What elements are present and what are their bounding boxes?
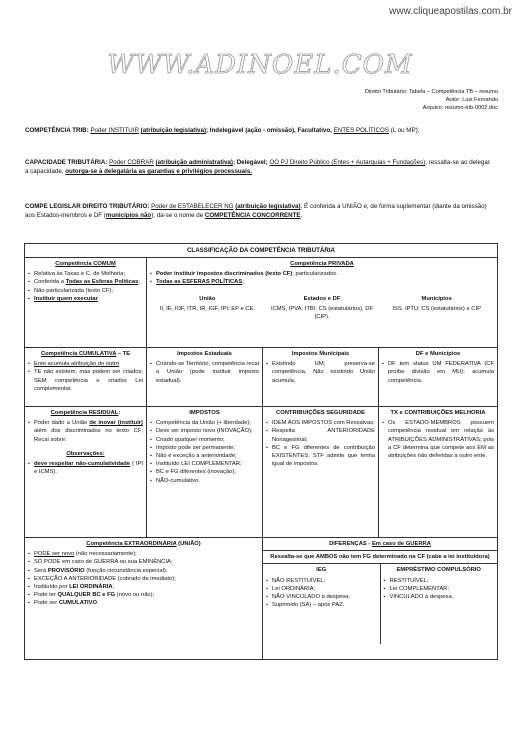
cell-diferencas: [263, 538, 497, 659]
text: além dos discriminados no texto CF; Recai sobre:: [34, 428, 143, 443]
paragraph-competencia: [25, 126, 495, 135]
cell-residual: [25, 407, 147, 537]
cell-cumulativa: [25, 348, 147, 406]
text: ;: [112, 584, 115, 591]
meta-line: Direito Tributário: Tabela – Competência TB – resumo: [364, 89, 498, 95]
text: Todas as ESFERAS POLÍTICAS: [156, 279, 243, 286]
text: (atribuição legislativa): [140, 127, 207, 134]
text: Todas as Esferas Políticas: [65, 279, 139, 286]
list-item: [150, 270, 494, 278]
text: ;: [242, 279, 244, 286]
list-item: ▪ Os ESTADO-MEMBROS possuem competência residual em relação às ATRIBUIÇÕES ADMINISTRATIVAS; pois a CF determina que compete aos EM as atribuições não deferidas a outro ente.: [382, 419, 494, 460]
text: Poder instituir impostos discriminados (texto CF): [156, 271, 293, 278]
list-item: ▪ Lei ORDINÁRIA;: [266, 585, 377, 593]
meta-line: Autor: Luis Fernando: [445, 97, 498, 103]
list-item: ▪ Imposto pode ser permanente;: [150, 444, 259, 452]
list-item: ▪ EXCEÇÃO A ANTERIORIDADE (cobrado de imediato);: [28, 575, 259, 583]
cell-taxas: [379, 407, 497, 537]
text: ;: [138, 279, 140, 286]
col-uniao: [150, 295, 265, 322]
cell-header: TX e CONTRIBUIÇÕES MELHORIA: [390, 410, 486, 416]
list-item: [150, 278, 494, 286]
text: (não necessariamente);: [74, 551, 137, 558]
list-item: ▪ DF tem status UM FEDERATIVA (CF proíbe divisão em MU); acumula competência.: [382, 360, 494, 385]
col-municipios: [379, 295, 494, 322]
list-item: [28, 583, 259, 591]
cell-header: [28, 540, 259, 548]
list-item: [28, 295, 143, 303]
text: (atribuição legislativa): [235, 203, 301, 210]
paragraph-capacidade: [25, 158, 495, 176]
list-item: ▪ Ente acumula atribuição do outro: [28, 360, 143, 368]
list-item: ▪ IDEM AOS IMPOSTOS com Ressalvas:: [266, 419, 375, 427]
cell-privada: [147, 258, 497, 347]
table-row: [25, 348, 497, 407]
cell-comum: [25, 258, 147, 347]
list-item: ▪ VINCULADO à despesa.: [384, 593, 495, 601]
text: PROVISÓRIO: [47, 567, 85, 574]
table-title: CLASSIFICAÇÃO DA COMPETÊNCIA TRIBUTÁRIA: [25, 244, 497, 258]
table-row: [25, 407, 497, 538]
list-item: ▪ SÓ PODE em caso de GUERRA ou sua EMINÊNCIA;: [28, 558, 259, 566]
cell-impostos-estaduais: [147, 348, 263, 406]
term: CAPACIDADE TRIBUTÁRIA:: [25, 159, 108, 166]
text: LEI ORDINÁRIA: [69, 584, 113, 591]
list-item: ▪ NÃO RESTITUÍVEL;: [266, 577, 377, 585]
text: ; Delegável;: [232, 159, 268, 166]
text: II, IE, IOF, ITR, IR, IGF, IPI; EP e CE.: [159, 305, 255, 312]
text: Em caso de GUERRA: [371, 541, 431, 547]
text: DIFERENÇAS -: [329, 541, 372, 547]
observacoes-label: Observações:: [66, 450, 105, 457]
list-item: ▪ Criado qualquer momento;: [150, 436, 259, 444]
text: Instituir quem executar: [34, 295, 98, 302]
list-item: ▪ Criando-se Território; competência recai a União (pode instituir imposto estadual).: [150, 360, 259, 385]
text: QUALQUER BC e FG: [57, 592, 116, 599]
cell-header: [263, 538, 497, 551]
text: CUMULATIVO: [58, 600, 98, 607]
cell-header: CONTRIBUIÇÕES SEGURIDADE: [276, 410, 365, 416]
term: COMPETÊNCIA TRIB:: [25, 127, 89, 134]
sub-header: EMPRÉSTIMO COMPULSÓRIO: [396, 567, 481, 574]
text: Poder de ESTABELECER NG: [151, 203, 234, 210]
list-item: [28, 591, 259, 599]
list-item: ▪ Deve ser imposto novo (INOVAÇÃO);: [150, 427, 259, 435]
text: ); da-se o nome de: [151, 212, 204, 219]
text: Competência RESIDUAL: [50, 410, 119, 416]
cell-header: Competência PRIVADA: [290, 261, 354, 267]
text: municípios não: [105, 212, 152, 219]
list-item: ▪ Lei COMPLEMENTAR;: [384, 585, 495, 593]
text: – TE: [116, 351, 131, 357]
list-item: ▪ Existindo UM; preserva-se competência, Não existindo União acumula.: [266, 360, 375, 385]
list-item: [28, 567, 259, 575]
text: .: [97, 600, 99, 607]
text: Poder dado a União: [34, 420, 90, 427]
list-item: ▪ Respeita ANTERIORIDADE Nonagesimal;: [266, 427, 375, 443]
text: COMPETÊNCIA CONCORRENTE: [204, 212, 301, 219]
site-url: www.cliqueapostilas.com.br: [389, 6, 512, 17]
text: (atribuição administrativa): [155, 159, 233, 166]
text: PODE ser novo: [34, 551, 75, 558]
list-item: ▪ NÃO-cumulativo.: [150, 477, 259, 485]
cell-extraordinaria: [25, 538, 263, 659]
text: ISS, IPTU; CS (estatutários) e CIP: [392, 305, 481, 312]
text: (função circunstância especial);: [84, 567, 168, 574]
list-item: [28, 278, 143, 286]
text: .: [300, 212, 303, 219]
col-emprestimo: [381, 564, 498, 644]
classification-table: [24, 243, 498, 660]
sub-header: Estados e DF: [303, 295, 341, 302]
cell-header: [28, 409, 143, 417]
list-item: ▪ NÃO VINCULADO à despesa;: [266, 593, 377, 601]
text: Poder INSTITUIR: [90, 127, 139, 134]
text: ; Indelegável (ação - omissão), Facultativo,: [206, 127, 332, 134]
table-row: [25, 538, 497, 659]
text: (novo ou não);: [115, 592, 155, 599]
list-item: ▪ Competência da União (+ liberdade);: [150, 419, 259, 427]
list-item: ▪ Instituído LEI COMPLEMENTAR;: [150, 460, 259, 468]
text: :: [118, 410, 121, 416]
text: ICMS, IPVA, ITBI; CS (estatutários), DF (CIP).: [271, 305, 374, 321]
col-estados: [265, 295, 380, 322]
table-row: [25, 258, 497, 348]
list-item: ▪ BC e FG diferentes (inovação);: [150, 468, 259, 476]
term: COMPE LEGISLAR DIREITO TRIBUTÁRIO:: [25, 203, 150, 210]
list-item: ▪ Não é exceção a anterioridade;: [150, 452, 259, 460]
text: OO PJ Direito Público (Entes + Autarquias + Fundações): [269, 159, 426, 166]
text: outorga-se à delegatária as garantias e privilégios processuais.: [65, 168, 252, 175]
text: ; É conferida a UNIÃO e, de forma suplementar (diante da omissão) aos Estados-membros e DF (: [25, 203, 487, 219]
cell-header: [28, 350, 143, 358]
cell-header: Impostos Estaduais: [177, 351, 232, 357]
text: Competência EXTRAORDINÁRIA: [86, 541, 177, 547]
text: deve respeitar não-cumulatividade: [34, 461, 131, 468]
cell-header: DF e Municípios: [415, 351, 461, 357]
list-item: [28, 550, 259, 558]
text: Poder COBRAR: [109, 159, 154, 166]
sub-header: União: [199, 295, 216, 302]
text: (UNIÃO): [176, 541, 201, 547]
document-meta: [365, 88, 498, 112]
cell-header: IMPOSTOS: [189, 410, 220, 416]
text: Competência CUMULATIVA: [40, 351, 117, 357]
paragraph-legislar: [25, 202, 495, 220]
text: ; ressalta-se ao delegar a capacidade,: [25, 159, 490, 175]
text: de inovar (instituir): [89, 420, 143, 427]
diff-subheader: Ressalta-se que AMBOS não tem FG determinado na CF (cabe a lei instituidora): [263, 551, 497, 564]
list-item: ▪ RESTITUÍVEL;: [384, 577, 495, 585]
text: ( IPI e ICMS).: [34, 461, 143, 476]
list-item: ▪ Relativa às Taxas e C. de Melhoria;: [28, 270, 143, 278]
text: ENTES POLÍTICOS: [333, 127, 389, 134]
cell-impostos: [147, 407, 263, 537]
cell-header: Competência COMUM: [55, 261, 116, 267]
watermark-logo: WWW.ADINOEL.COM: [107, 50, 413, 80]
list-item: ▪ BC e FG diferentes de contribuição EXISTENTES; STF admite que tenha igual de impostos.: [266, 444, 375, 469]
list-item: ▪ TE não existem, mas podem ser criados; SEM competência e criados Lei complementar.: [28, 368, 143, 393]
list-item: ▪ Suprimido (SA) – após PAZ.: [266, 601, 377, 609]
cell-df-municipios: [379, 348, 497, 406]
sub-header: IEG: [316, 567, 327, 574]
cell-header: Impostos Municipais: [291, 351, 350, 357]
list-item: [28, 460, 143, 476]
text: ; particularizados.: [292, 271, 338, 278]
list-item: ▪ Não particularizada (texto CF);: [28, 287, 143, 295]
list-item: [28, 419, 143, 444]
cell-impostos-municipais: [263, 348, 379, 406]
sub-header: Municípios: [421, 295, 452, 302]
text: Pode ter: [34, 592, 58, 599]
text: .: [97, 295, 100, 302]
text: Instituído por: [34, 584, 70, 591]
col-ieg: [263, 564, 381, 644]
text: (L ou MP);: [390, 127, 420, 134]
text: Conferida a: [34, 279, 66, 286]
text: Pode ser: [34, 600, 59, 607]
cell-contribuicoes: [263, 407, 379, 537]
list-item: [28, 599, 259, 607]
meta-line: Arquivo: resumo-trib-0002.doc: [422, 105, 498, 111]
text: Será: [34, 567, 48, 574]
